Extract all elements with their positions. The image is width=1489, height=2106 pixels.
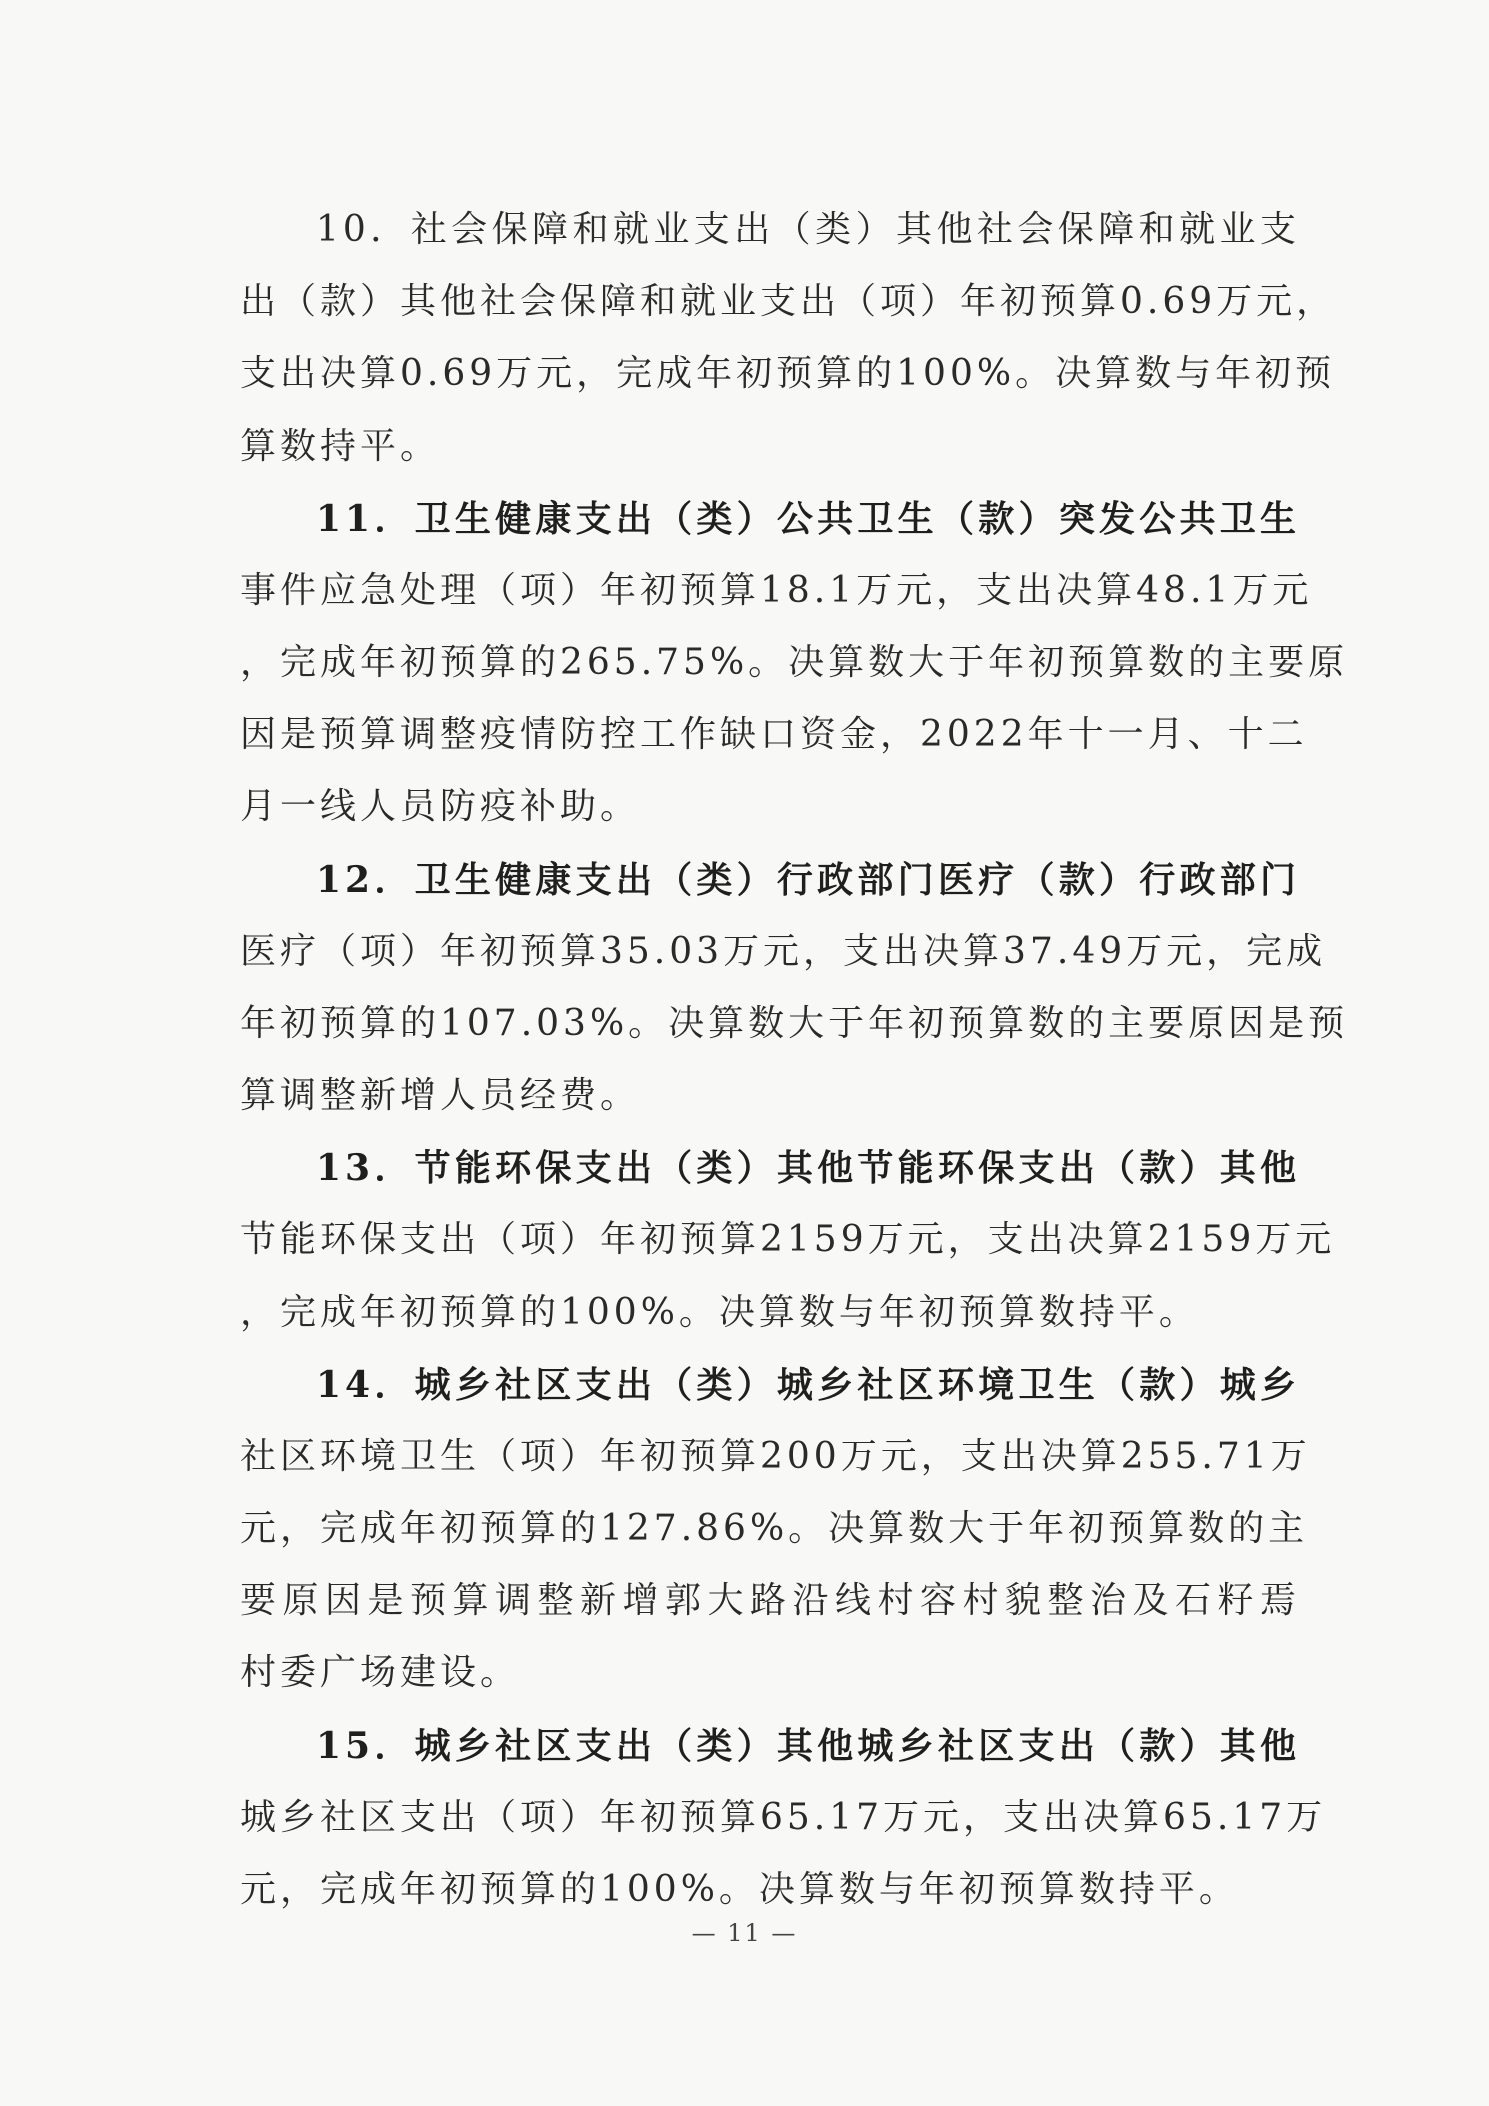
text-line: 村委广场建设。 bbox=[240, 1652, 521, 1693]
text-line: 14．城乡社区支出（类）城乡社区环境卫生（款）城乡 bbox=[316, 1364, 1300, 1406]
text-line: 11．卫生健康支出（类）公共卫生（款）突发公共卫生 bbox=[316, 498, 1300, 540]
text-line: 12．卫生健康支出（类）行政部门医疗（款）行政部门 bbox=[316, 859, 1300, 901]
text-line: 13．节能环保支出（类）其他节能环保支出（款）其他 bbox=[316, 1147, 1300, 1189]
text-line: 出（款）其他社会保障和就业支出（项）年初预算0.69万元， bbox=[240, 281, 1337, 322]
text-line: 社区环境卫生（项）年初预算200万元，支出决算255.71万 bbox=[240, 1436, 1311, 1477]
text-line: 事件应急处理（项）年初预算18.1万元，支出决算48.1万元 bbox=[240, 570, 1313, 611]
text-line: 支出决算0.69万元，完成年初预算的100%。决算数与年初预 bbox=[240, 353, 1336, 394]
text-line: 医疗（项）年初预算35.03万元，支出决算37.49万元，完成 bbox=[240, 931, 1327, 972]
page-number: — 11 — bbox=[691, 1919, 798, 1947]
text-line: 元，完成年初预算的127.86%。决算数大于年初预算数的主 bbox=[240, 1508, 1309, 1549]
text-line: 10．社会保障和就业支出（类）其他社会保障和就业支 bbox=[316, 209, 1300, 250]
text-line: 月一线人员防疫补助。 bbox=[240, 786, 641, 827]
text-line: 要原因是预算调整新增郭大路沿线村容村貌整治及石籽焉 bbox=[240, 1580, 1300, 1621]
text-line: 节能环保支出（项）年初预算2159万元，支出决算2159万元 bbox=[240, 1219, 1336, 1260]
text-line: 城乡社区支出（项）年初预算65.17万元，支出决算65.17万 bbox=[240, 1797, 1327, 1838]
text-line: 因是预算调整疫情防控工作缺口资金，2022年十一月、十二 bbox=[240, 714, 1308, 755]
text-line: 算数持平。 bbox=[240, 426, 441, 467]
text-line: ，完成年初预算的265.75%。决算数大于年初预算数的主要原 bbox=[240, 642, 1349, 683]
text-line: 算调整新增人员经费。 bbox=[240, 1075, 641, 1116]
text-line: 年初预算的107.03%。决算数大于年初预算数的主要原因是预 bbox=[240, 1003, 1349, 1044]
text-line: ，完成年初预算的100%。决算数与年初预算数持平。 bbox=[240, 1292, 1199, 1333]
text-line: 15．城乡社区支出（类）其他城乡社区支出（款）其他 bbox=[316, 1725, 1300, 1767]
text-line: 元，完成年初预算的100%。决算数与年初预算数持平。 bbox=[240, 1869, 1239, 1910]
